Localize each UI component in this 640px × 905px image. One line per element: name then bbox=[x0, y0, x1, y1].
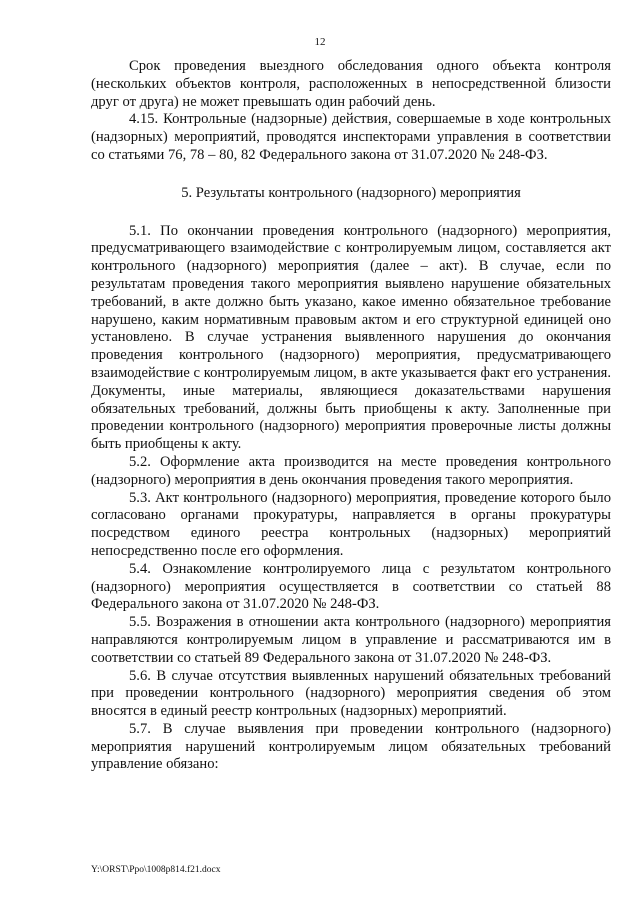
paragraph: 5.3. Акт контрольного (надзорного) мероприятия, проведение которого было согласовано органами прокуратуры, направляется в органы прокуратуры посредством единого реестра контрольных (надзорных) мероприятий непосредственно после его оформления. bbox=[91, 489, 611, 559]
paragraph: 5.2. Оформление акта производится на месте проведения контрольного (надзорного) мероприятия в день окончания проведения такого мероприятия. bbox=[91, 453, 611, 488]
paragraph: 5.1. По окончании проведения контрольного (надзорного) мероприятия, предусматривающего взаимодействие с контролируемым лицом, составляется акт контрольного (надзорного) мероприятия (далее – акт). В случае, если по результатам проведения такого мероприятия выявлено нарушение обязательных требований, в акте должно быть указано, какое именно обязательное требование нарушено, каким нормативным правовым актом и его структурной единицей оно установлено. В случае устранения выявленного нарушения до окончания проведения контрольного (надзорного) мероприятия, предусматривающего взаимодействие с контролируемым лицом, в акте указывается факт его устранения. Документы, иные материалы, являющиеся доказательствами нарушения обязательных требований, должны быть приобщены к акту. Заполненные при проведении контрольного (надзорного) мероприятия проверочные листы должны быть приобщены к акту. bbox=[91, 222, 611, 453]
paragraph: 5.4. Ознакомление контролируемого лица с результатом контрольного (надзорного) мероприятия осуществляется в соответствии со статьей 88 Федерального закона от 31.07.2020 № 248-ФЗ. bbox=[91, 560, 611, 613]
paragraph: 5.6. В случае отсутствия выявленных нарушений обязательных требований при проведении контрольного (надзорного) мероприятия сведения об этом вносятся в единый реестр контрольных (надзорных) мероприятий. bbox=[91, 667, 611, 720]
paragraph: 5.5. Возражения в отношении акта контрольного (надзорного) мероприятия направляются контролируемым лицом в управление и рассматриваются им в соответствии со статьей 89 Федерального закона от 31.07.2020 № 248-ФЗ. bbox=[91, 614, 611, 666]
page-number: 12 bbox=[314, 36, 326, 48]
paragraph: 5.7. В случае выявления при проведении контрольного (надзорного) мероприятия нарушений контролируемым лицом обязательных требований управление обязано: bbox=[91, 720, 611, 773]
section-title: 5. Результаты контрольного (надзорного) мероприятия bbox=[181, 184, 521, 201]
paragraph: Срок проведения выездного обследования одного объекта контроля (нескольких объектов контроля, расположенных в непосредственной близости друг от друга) не может превышать один рабочий день. bbox=[91, 58, 611, 110]
footer-file-path: Y:\ORST\Ppo\1008p814.f21.docx bbox=[91, 865, 221, 875]
document-body bbox=[91, 58, 611, 774]
paragraph: 4.15. Контрольные (надзорные) действия, совершаемые в ходе контрольных (надзорных) мероприятий, проводятся инспекторами управления в соответствии со статьями 76, 78 – 80, 82 Федерального закона от 31.07.2020 № 248-ФЗ. bbox=[91, 111, 611, 163]
